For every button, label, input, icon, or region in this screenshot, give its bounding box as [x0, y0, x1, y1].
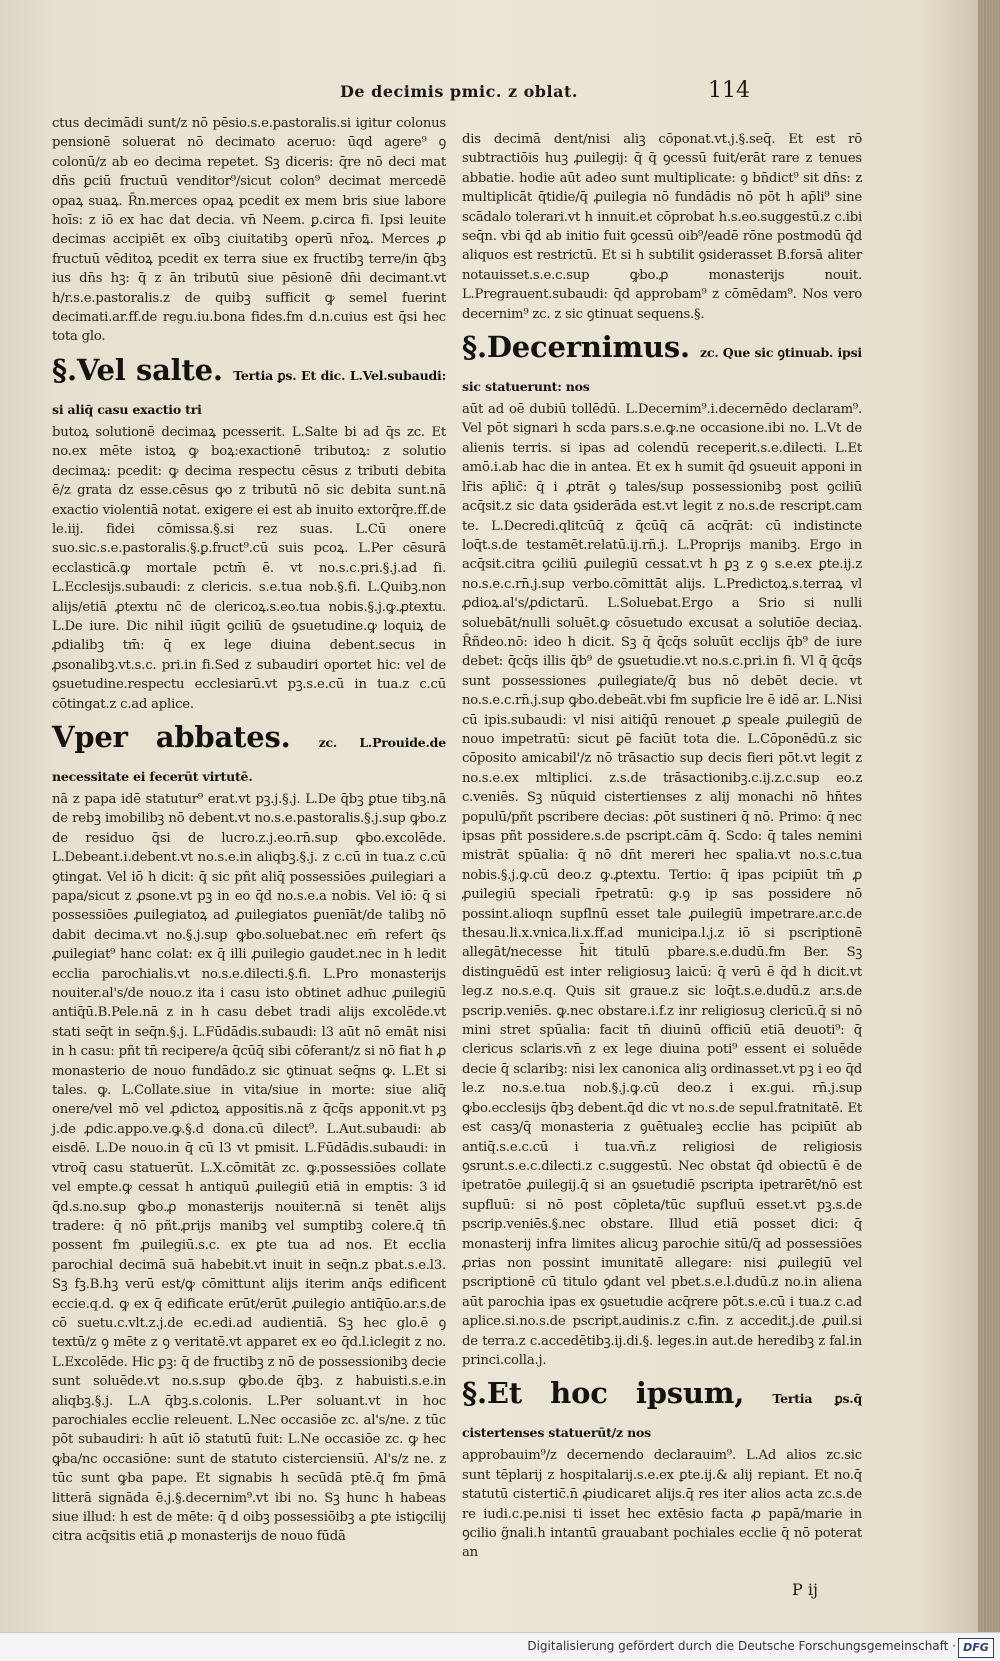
- rubric-heading: Vper abbates.: [52, 719, 291, 754]
- footer-credit: Digitalisierung gefördert durch die Deutsche Forschungsgemeinschaft ·: [527, 1639, 956, 1653]
- rubric-decernimus: [462, 330, 862, 398]
- rubric-subtext: zc. L.Prouide.de necessitate ei fecerūt virtutē.: [52, 734, 446, 784]
- signature-mark: P ij: [792, 1580, 818, 1599]
- right-paragraph-2: aūt ad oē dubiū tollēdū. L.Decernim⁹.i.decernēdo declaram⁹. Vel pōt signari h scda pars.s.e.ꝙ.ne occasione.ibi no. L.Vt de alienis terris. si ipas ad colendū receperit.s.e.dilecti. L.Et amō.i.ab hac die in antea. Et ex h sumit q̄d ꝯsueuit apponi in lr̄is ap̄lic̄: q̄ i ꝓtrāt ꝯ tales/sup possessionibꝫ post ꝯciliū acq̄sit.z sic data ꝯsiderāda est.vt legit z no.s.de rescript.cam te. L.Decredi.qlitcūq̄ z q̄cūq̄ cā acq̄rāt: cū indistincte loq̄t.s.de testamēt.relatū.ij.rn̄.j. L.Proprijs manibꝫ. Ergo in acq̄sit.citra ꝯciliū ꝓuilegiū cessat.vt h ꝑꝫ z ꝯ s.e.ex ꝑte.ij.z no.s.e.c.rn̄.j.sup verbo.cōmittāt alijs. L.Predictoꝝ.s.terraꝝ vl ꝓdioꝝ.al's/ꝓdictarū. L.Soluebat.Ergo a Srio si nulli soluebāt/nulli soluēt.ꝙ cōsuetudo excusat a solutiōe deciaꝝ. R̄ñdeo.nō: ideo h dicit. Sꝫ q̄ q̄cq̄s soluūt ecclijs q̄b⁹ de iure debet: q̄cq̄s illis q̄b⁹ de ꝯsuetudie.vt no.s.c.pri.in fi. Vl q̄ q̄cq̄s sunt possessiones ꝓuilegiate/q̄ bus nō debēt decie. vt no.s.e.c.rn̄.j.sup ꝙbo.debeāt.vbi fm supficie lre ē idē ar. L.Nisi cū ipis.subaudi: vl nisi aitiq̄ū renouet ꝓ speale ꝓuilegiū de nouo impetratū: sicut ꝑē faciūt tota die. L.Cōponēdū.z sic cōposito amicabil'/z nō trāsactio sup decis fieri pōt.vt legit z no.s.e.ex mltiplici. z.s.de trāsactionibꝫ.c.ij.z.c.sup eo.z c.veniēs. Sꝫ nūquid cistertienses z alij monachi nō hn̄tes populū/pñt pscribere decias: ꝓōt sustineri q̄ nō. Primo: q̄ nec ipsas pñt possidere.s.de pscript.cām q̄. Scdo: q̄ tales nemini mistrāt spūalia: q̄ nō dn̄t mereri hec spalia.vt no.s.c.tua nobis.§.j.ꝙ.cū deo.z ꝙ.ꝓtextu. Tertio: q̄ ipas pcipiūt tm̄ ꝓ ꝓuilegiū speciali r̄petratū: ꝙ.ꝯ ip sas possidere nō possint.alioqn supflnū esset tale ꝓuilegiū impetrare.ar.c.de thesau.li.x.vnica.li.x.ff.ad municipa.l.j.z iō si pscriptionē allegāt/necesse h̄it titulū pbare.s.e.dudū.fm Ber. Sꝫ distinguēdū est inter religiosuꝫ laicū: q̄ verū ē q̄d h dicit.vt leg.z no.s.e.q. Quis sit graue.z sic loq̄t.s.e.dudū.z ar.s.de pscrip.veniēs. ꝙ.nec obstare.i.f.z inr religiosuꝫ clericū.q̄ si nō mini stret spūalia: facit tn̄ diuinū officiū etiā deuoti⁹: q̄ clericus sclaris.vn̄ z ex lege diuina poti⁹ essent ei soluēde decie q̄ sclaribꝫ: nisi lex canonica aliꝫ ordinasset.vt pꝫ i eo q̄d le.z no.s.e.tua nob.§.j.ꝙ.cū deo.z i ex.gui. rn̄.j.sup ꝙbo.ecclesijs q̄bꝫ debent.q̄d dic vt no.s.de sepul.fratnitatē. Et est casꝫ/q̄ monasteria z ꝯuētualeꝫ ecclie has pcipiūt ab antiq̄.s.e.c.cū i tua.vn̄.z religiosi de religiosis ꝯsrunt.s.e.c.dilecti.z c.suggestū. Nec obstat q̄d obiectū ē de ipetratōe ꝓuilegij.q̄ si an ꝯsuetudiē pscripta ipetrarēt/nō est supfluū: si nō post cōpleta/tūc supfluū esset.vt pꝫ.s.de pscrip.veniēs.§.nec obstare. Illud etiā posset dici: q̄ monasterij infra limites alicuꝫ parochie sitū/q̄ ad possessiōes ꝓrias non possint imunitatē allegare: nisi ꝓuilegiū vel pscriptionē cū titulo ꝯdant vel pbet.s.e.l.dudū.z no.in aliena aūt parochia ipas ex ꝯsuetudie acq̄rere pōt.s.e.cū i tua.z c.ad aplice.si.no.s.de pscript.audinis.z c.fin. z accedit.j.de ꝓuil.si de terra.z c.accedētibꝫ.ij.di.§. leges.in aut.de heredibꝫ z fal.in princi.colla.j.: [462, 402, 862, 1368]
- right-paragraph-3: approbauim⁹/z decernendo declarauim⁹. L.Ad alios zc.sic sunt tēplarij z hospitalarij.s.e.ex ꝑte.ij.& alij repiant. Et no.q̄ statutū cistertic̄.n̄ ꝓiudicaret alijs.q̄ res iter alios acta zc.s.de re iudi.c.pe.nisi ti isset hec extēsio facta ꝓ papā/marie in ꝯcilio g̃nali.h intantū grauabant pochiales ecclie q̄ nō poterat an: [462, 1448, 862, 1561]
- left-column: [52, 114, 446, 1553]
- rubric-subtext: Tertia ꝑs. Et dic. L.Vel.subaudi: si aliq̄ casu exactio tri: [52, 367, 446, 417]
- left-paragraph-1: ctus decimādi sunt/z nō pēsio.s.e.pastoralis.si igitur colonus pensionē soluerat nō decimato aceruo: ūqd agere⁹ ꝯ colonū/z ab eo decima repetet. Sꝫ diceris: q̄re nō deci mat dn̄s ꝑciū fructuū venditor⁹/sicut colon⁹ decimat mercedē opaꝝ suaꝝ. R̄n.merces opaꝝ pcedit ex mem bris siue labore hoīs: z iō ex hac dat decia. vn̄ Neem. ꝑ.circa fi. Ipsi leuite decimas accipiēt ex oībꝫ ciuitatibꝫ operū nr̄oꝝ. Merces ꝓ fructuū vēditoꝝ pcedit ex terra siue ex fructibꝫ terre/in q̄bꝫ ius dn̄s hꝫ: q̄ z ān tributū siue pēsionē dn̄i decimant.vt h/r.s.e.pastoralis.z de quibꝫ sufficit ꝙ semel fuerint decimati.ar.ff.de regu.iu.bona fides.fm d.n.cuius est q̄si hec tota glo.: [52, 116, 446, 345]
- rubric-per-abbates: [52, 720, 446, 788]
- rubric-et-hoc-ipsum: [462, 1376, 862, 1444]
- rubric-heading: §.Vel salte.: [52, 352, 223, 387]
- rubric-subtext: zc. Que sic ꝯtinuab. ipsi sic statuerunt: nos: [462, 345, 862, 395]
- rubric-subtext: Tertia ꝑs.q̄ cistertenses statuerūt/z nos: [462, 1391, 862, 1441]
- rubric-heading: §.Et hoc ipsum,: [462, 1376, 745, 1411]
- left-paragraph-3: nā z papa idē statutur⁹ erat.vt pꝫ.j.§.j. L.De q̄bꝫ ꝑtue tibꝫ.nā de rebꝫ imobilibꝫ nō debent.vt no.s.e.pastoralis.§.j.sup ꝙbo.z de residuo q̄si de lucro.z.j.eo.rn̄.sup ꝙbo.excolēde. L.Debeant.i.debent.vt no.s.e.in aliqbꝫ.§.j. z c.cū in tua.z c.cū ꝯtingat. Vel iō h dicit: q̄ sic pñt aliq̄ possessiōes ꝓuilegiari a papa/sicut z ꝓsone.vt pꝫ in eo q̄d no.s.e.a nobis. Vel iō: q̄ si possessiōes ꝓuilegiatoꝝ ad ꝓuilegiatos ꝑuenīāt/de talibꝫ nō dabit decima.vt no.§.j.sup ꝙbo.soluebat.nec em̄ refert q̄s ꝓuilegiat⁹ hanc colat: ex q̄ illi ꝓuilegio gaudet.nec in h ledit ecclia parochialis.vt no.s.e.dilecti.§.fi. L.Pro monasterijs nouiter.al's/de nouo.z ita i casu isto obtinet adhuc ꝓuilegiū antiq̄ū.B.Pele.nā z in h casu debet tradi alijs excolēde.vt stati seq̄t in seq̄n.§.j. L.Fūdādis.subaudi: l3 aūt nō emāt nisi in h casu: pñt tn̄ recipere/a q̄cūq̄ sibi cōferant/z si nō fiat h ꝓ monasterio de nouo fundādo.z sic ꝯtinuat seq̄ns ꝙ. L.Et si tales. ꝙ. L.Collate.siue in vita/siue in morte: siue aliq̄ onere/vel mō vel ꝓdictoꝝ appositis.nā z q̄cq̄s apponit.vt pꝫ j.de ꝓdic.appo.ve.ꝙ.§.d dona.cū dilect⁹. L.Aut.subaudi: ab eisdē. L.De nouo.in q̄ cū l3 vt pmisit. L.Fūdādis.subaudi: in vtroq̄ casu statuerūt. L.X.cōmitāt zc. ꝙ.possessiōes collate vel empte.ꝙ cessat h antiquū ꝓuilegiū etiā in emptis: 3 id q̄d.s.no.sup ꝙbo.ꝓ monasterijs nouiter.nā si tenēt alijs tradere: q̄ nō pñt.ꝓrijs manibꝫ vel sumptibꝫ colere.q̄ tn̄ possent fm ꝓuilegiū.s.c. ex ꝑte tua ad nos. Et ecclia parochial decimā suā habebit.vt inuit in seq̄n.z pbat.s.e.l3. Sꝫ fꝫ.B.hꝫ verū est/ꝙ cōmittunt alijs iterim anq̄s edificent eccie.q.d. ꝙ ex q̄ edificate erūt/erūt ꝓuilegio antiq̄ūo.ar.s.de cō suetu.c.vlt.z.j.de ec.edi.ad audientiā. Sꝫ hec glo.ē ꝯ textū/z ꝯ mēte z ꝯ veritatē.vt apparet ex eo q̄d.l.iclegit z no. L.Excolēde. Hic ꝑꝫ: q̄ de fructibꝫ z nō de possessionibꝫ decie sunt soluēde.vt no.s.sup ꝙbo.de q̄bꝫ. z habuisti.s.e.in aliqbꝫ.§.j. L.A q̄bꝫ.s.colonis. L.Per soluant.vt in hoc parochiales ecclie releuent. L.Nec occasiōe zc. al's/ne. z tūc pōt subaudiri: h aūt iō statutū fuit: L.Ne occasiōe zc. ꝙ hec ꝙba/nc occasiōne: sunt de statuto cisterciensiū. Al's/z ne. z tūc sunt ꝙba pape. Et signabis h secūdā ptē.q̄ fm p̄mā litterā signāda ē.j.§.decernim⁹.vt ibi no. Sꝫ hunc h habeas siue illud: h est de mēte: q̄ d oibꝫ possessiōibꝫ a ꝑte istiꝯcilij citra acq̄sitis etiā ꝓ monasterijs de nouo fūdā: [52, 791, 446, 1545]
- right-column: [462, 130, 862, 1569]
- rubric-vel-salte: [52, 353, 446, 421]
- page-number: 114: [708, 78, 750, 103]
- footer-bar: [0, 1632, 1000, 1661]
- dfg-logo-icon[interactable]: DFG: [958, 1638, 994, 1658]
- rubric-heading: §.Decernimus.: [462, 330, 690, 365]
- running-header: [340, 80, 760, 106]
- right-paragraph-1: dis decimā dent/nisi aliꝫ cōponat.vt.j.§.seq̄. Et est rō subtractiōis huꝫ ꝓuilegij: q̄ q̄ ꝯcessū fuit/erāt rare z tenues abbatie. hodie aūt adeo sunt multiplicate: ꝯ bn̄dict⁹ sit dn̄s: z multiplicāt q̄tidie/q̄ ꝓuilegia nō fundādis nō pōt h ap̄li⁹ sine scādalo tolerari.vt h innuit.et cōprobat h.s.eo.suggestū.z c.ibi seq̄n. vbi q̄d ab initio fuit ꝯcessū oib⁹/eadē rōne postmodū q̄d aliquos est restrictū. Et si h subtilit ꝯsiderasset B.forsā aliter notauisset.s.e.c.sup ꝙbo.ꝓ monasterijs nouit. L.Pregrauent.subaudi: q̄d approbam⁹ z cōmēdam⁹. Nos vero decernim⁹ zc. z sic ꝯtinuat sequens.§.: [462, 132, 862, 322]
- page-edge: [978, 0, 1000, 1632]
- header-title: De decimis pmic. z oblat.: [340, 82, 578, 101]
- left-paragraph-2: butoꝝ solutionē decimaꝝ pcesserit. L.Salte bi ad q̄s zc. Et no.ex mēte istoꝝ ꝙ boꝝ:exactionē tributoꝝ: z solutio decimaꝝ: pcedit: ꝙ decima respectu cēsus z tributi debita ē/z grata dz esse.cēsus ꝙo z tributū nō sic debita sunt.nā exactio violentiā notat. exigere ei est ab inuito extorq̄re.ff.de le.iij. fidei cōmissa.§.si rez suas. L.Cū onere suo.sic.s.e.pastoralis.§.ꝑ.fruct⁹.cū suis pcoꝝ. L.Per cēsurā ecclasticā.ꝙ mortale pctm̄ ē. vt no.s.c.pri.§.j.ad fi. L.Ecclesijs.subaudi: z clericis. s.e.tua nob.§.fi. L.Quibꝫ.non alijs/etiā ꝓtextu nc̄ de clericoꝝ.s.eo.tua nobis.§.j.ꝙ.ꝓtextu. L.De iure. Dic nihil iūgit ꝯciliū de ꝯsuetudine.ꝙ loquiꝝ de ꝓdialibꝫ tm̄: q̄ ex lege diuina debent.secus in ꝓsonalibꝫ.vt.s.c. pri.in fi.Sed z subaudiri oportet hic: vel de ꝯsuetudine.respectu ecclesiarū.vt pꝫ.s.e.cū in tua.z c.cū cōtingat.z c.ad aplice.: [52, 424, 446, 712]
